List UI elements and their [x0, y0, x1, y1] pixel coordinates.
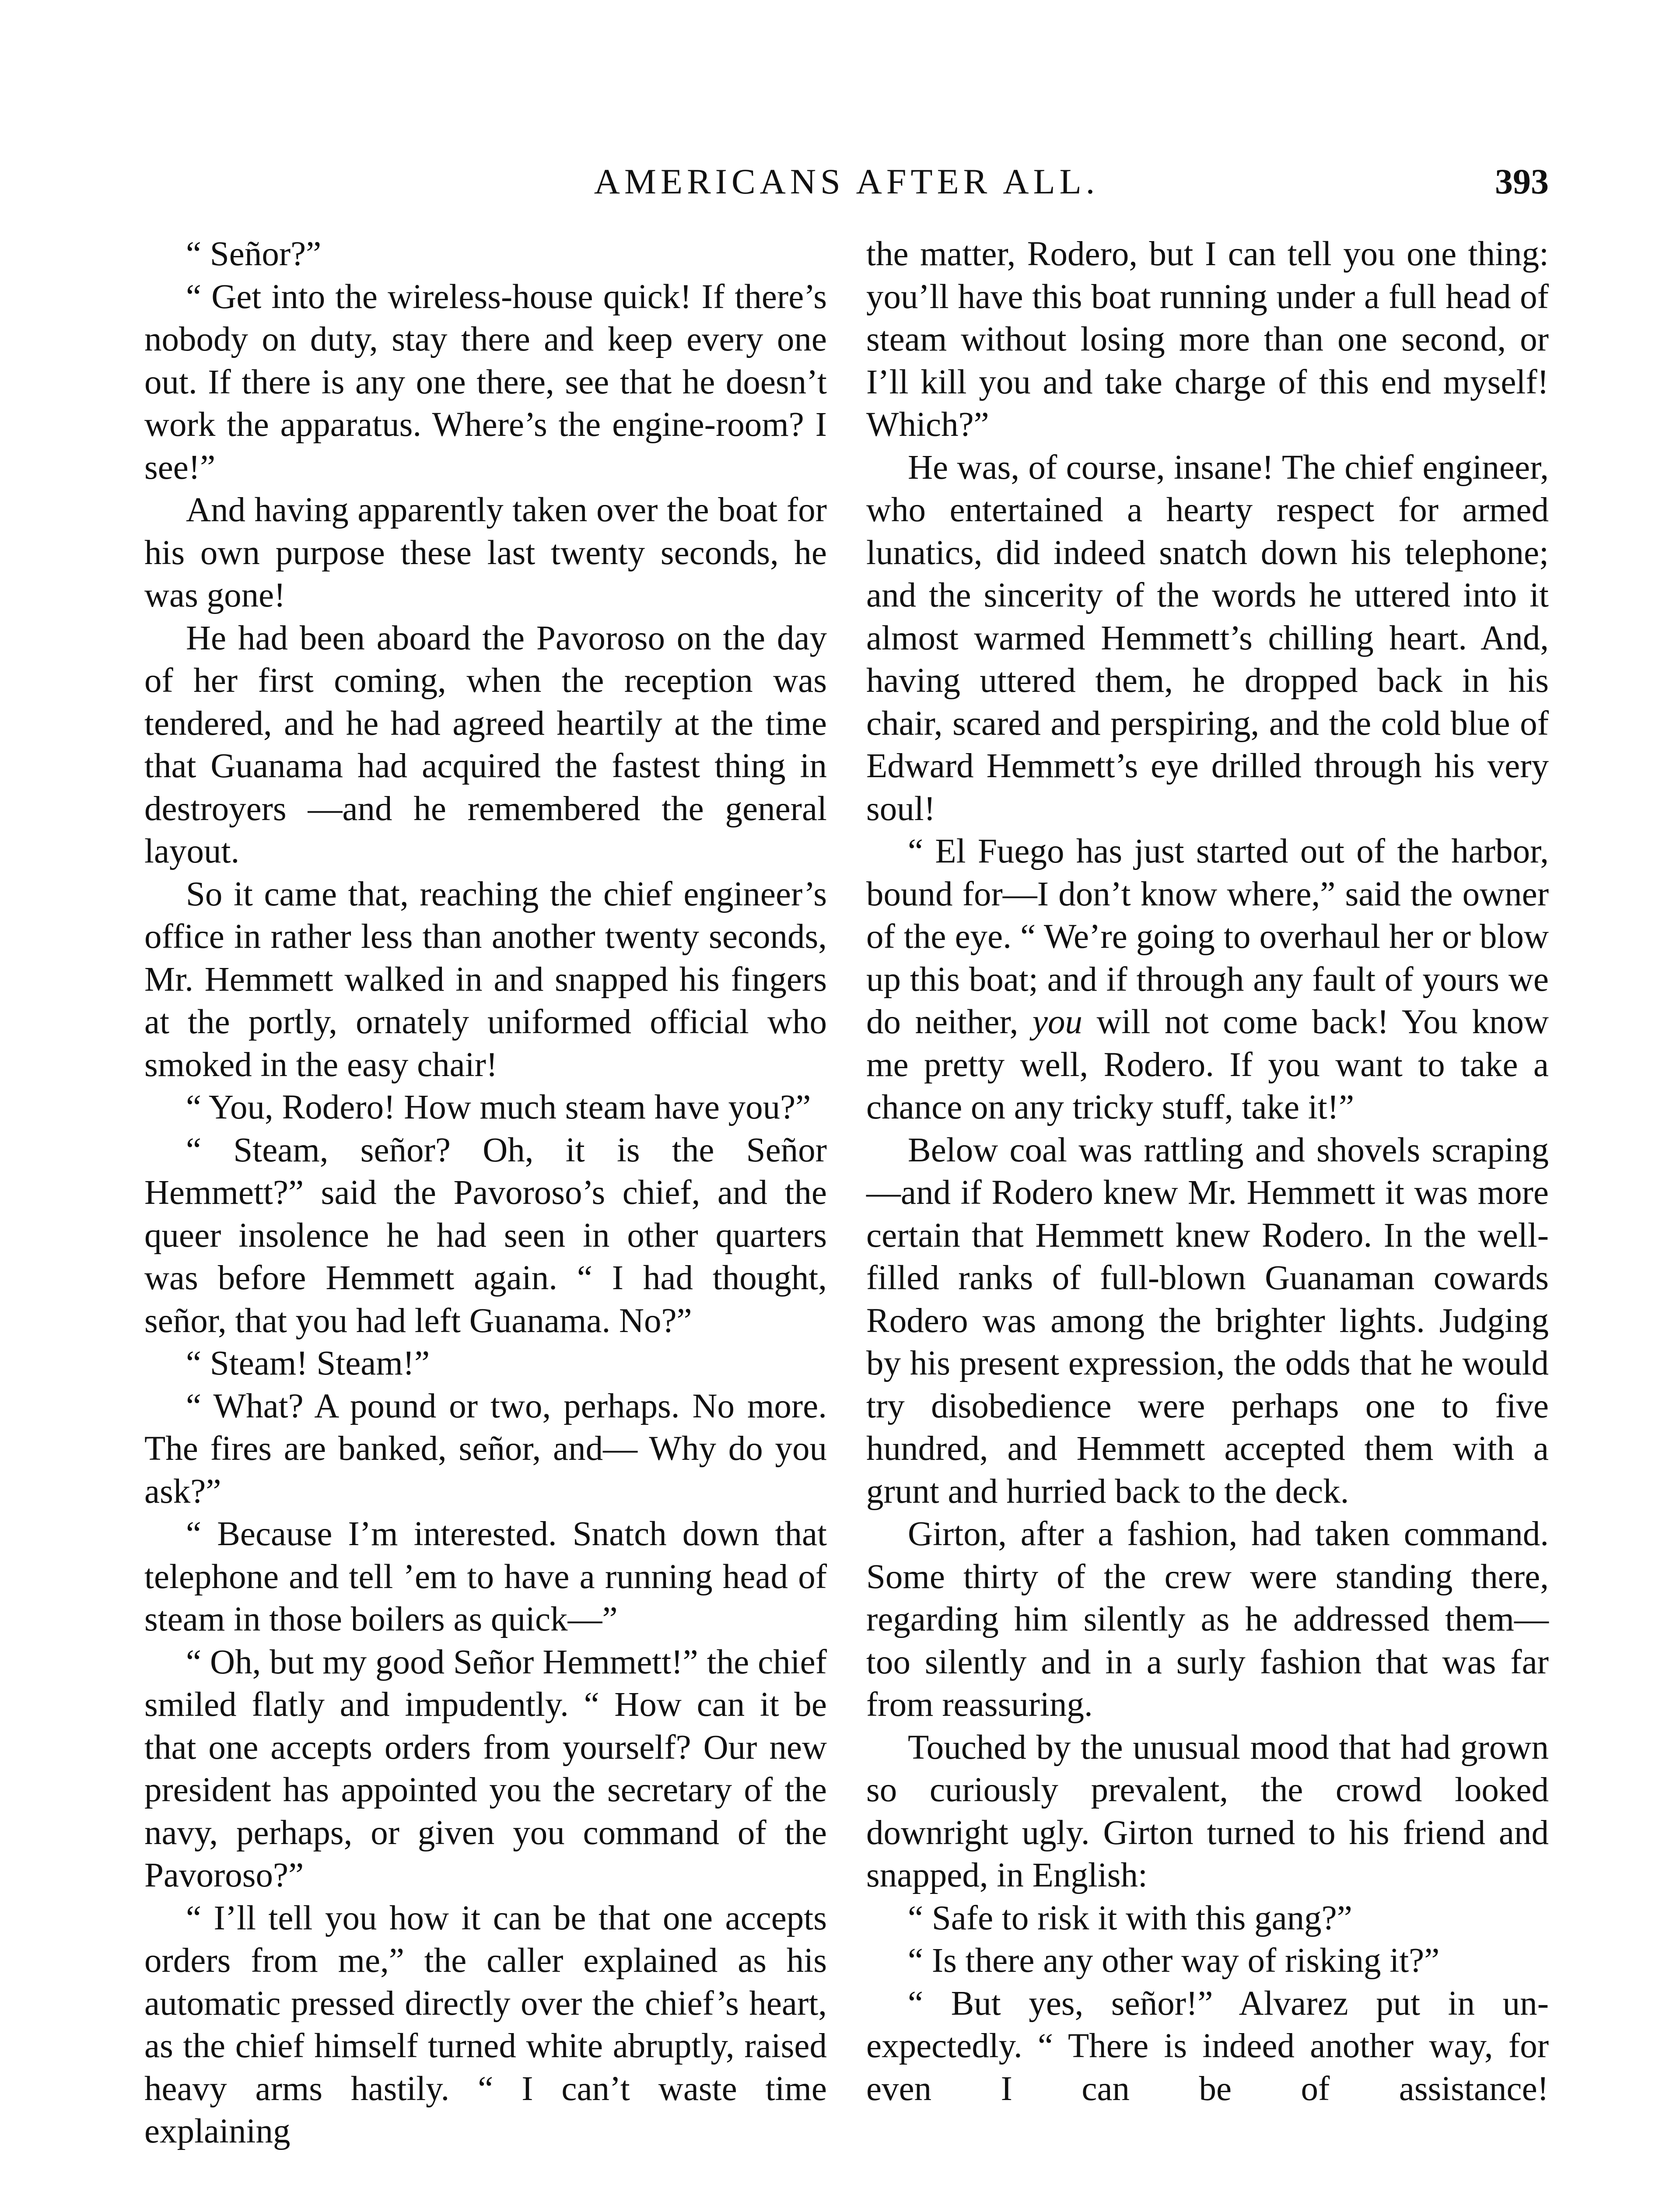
paragraph: “ Is there any other way of risking it?”: [908, 1942, 1440, 1980]
page-header: [144, 158, 1549, 206]
paragraph: Touched by the unusual mood that had grown so curiously prevalent, the crowd looked downright ugly. Girton turned to his friend and snapped, in English:: [866, 1728, 1549, 1894]
paragraph: “ Get into the wireless-house quick! If there’s nobody on duty, stay there and keep every one out. If there is any one there, see that he doesn’t work the apparatus. Where’s the engine-room? I see!”: [144, 277, 827, 487]
paragraph-text: “ El Fuego has just started out of the harbor, bound for—I don’t know where,” said the owner of the eye. “ We’re going to overhaul her or blow up this boat; and if through any fault of yours we do neither,: [866, 832, 1549, 1041]
left-column: [144, 233, 827, 2153]
paragraph: [866, 830, 1549, 1129]
paragraph-text: will not come back! You know me pretty well, Rodero. If you want to take a chance on any tricky stuff, take it!”: [866, 1003, 1549, 1126]
paragraph: “ Oh, but my good Señor Hemmett!” the chief smiled flatly and impudently. “ How can it be that one accepts orders from yourself? Our new president has appointed you the secretary of the navy, perhaps, or given you command of the Pavoroso?”: [144, 1643, 827, 1894]
paragraph: “ Señor?”: [186, 235, 322, 273]
paragraph: “ Because I’m interested. Snatch down that telephone and tell ’em to have a running head of steam in those boilers as quick—”: [144, 1515, 827, 1638]
paragraph: “ Steam, señor? Oh, it is the Señor Hemmett?” said the Pavoroso’s chief, and the queer insolence he had seen in other quarters was before Hemmett again. “ I had thought, señor, that you had left Guanama. No?”: [144, 1131, 827, 1340]
paragraph: So it came that, reaching the chief engineer’s office in rather less than another twenty seconds, Mr. Hemmett walked in and snapped his fingers at the portly, ornately uniformed official who smoked in the easy chair!: [144, 875, 827, 1084]
emphasis: you: [1032, 1003, 1082, 1041]
paragraph: “ Steam! Steam!”: [186, 1344, 430, 1382]
paragraph: He had been aboard the Pavoroso on the day of her first coming, when the reception was tendered, and he had agreed heartily at the time that Guanama had acquired the fastest thing in destroyers —and he remembered the general layout.: [144, 619, 827, 870]
page-number: 393: [1495, 161, 1549, 201]
paragraph: “ I’ll tell you how it can be that one accepts orders from me,” the caller explained as his automatic pressed directly over the chief’s heart, as the chief himself turned white abruptly, raised heavy arms hastily. “ I can’t waste time explaining: [144, 1899, 827, 2150]
paragraph: He was, of course, insane! The chief engineer, who entertained a hearty respect for armed lunatics, did indeed snatch down his telephone; and the sincerity of the words he uttered into it almost warmed Hemmett’s chilling heart. And, having uttered them, he dropped back in his chair, scared and perspiring, and the cold blue of Edward Hemmett’s eye drilled through his very soul!: [866, 448, 1549, 828]
right-column: [866, 233, 1549, 2110]
paragraph: “ But yes, señor!” Alvarez put in unexpectedly. “ There is indeed another way, for even I can be of assistance!: [866, 1984, 1549, 2108]
paragraph: “ What? A pound or two, perhaps. No more. The fires are banked, señor, and— Why do you ask?”: [144, 1387, 827, 1511]
paragraph: “ Safe to risk it with this gang?”: [908, 1899, 1352, 1937]
paragraph: Below coal was rattling and shovels scraping—and if Rodero knew Mr. Hemmett it was more certain that Hemmett knew Rodero. In the well-filled ranks of full-blown Guanaman cowards Rodero was among the brighter lights. Judging by his present expression, the odds that he would try disobedience were perhaps one to five hundred, and Hemmett accepted them with a grunt and hurried back to the deck.: [866, 1131, 1549, 1511]
paragraph: And having apparently taken over the boat for his own purpose these last twenty seconds, he was gone!: [144, 491, 827, 614]
running-title: AMERICANS AFTER ALL.: [594, 161, 1099, 201]
paragraph: “ You, Rodero! How much steam have you?”: [186, 1088, 811, 1126]
paragraph: the matter, Rodero, but I can tell you one thing: you’ll have this boat running under a full head of steam without losing more than one second, or I’ll kill you and take charge of this end myself! Which?”: [866, 235, 1549, 444]
paragraph: Girton, after a fashion, had taken command. Some thirty of the crew were standing there, regarding him silently as he addressed them—too silently and in a surly fashion that was far from reassuring.: [866, 1515, 1549, 1724]
